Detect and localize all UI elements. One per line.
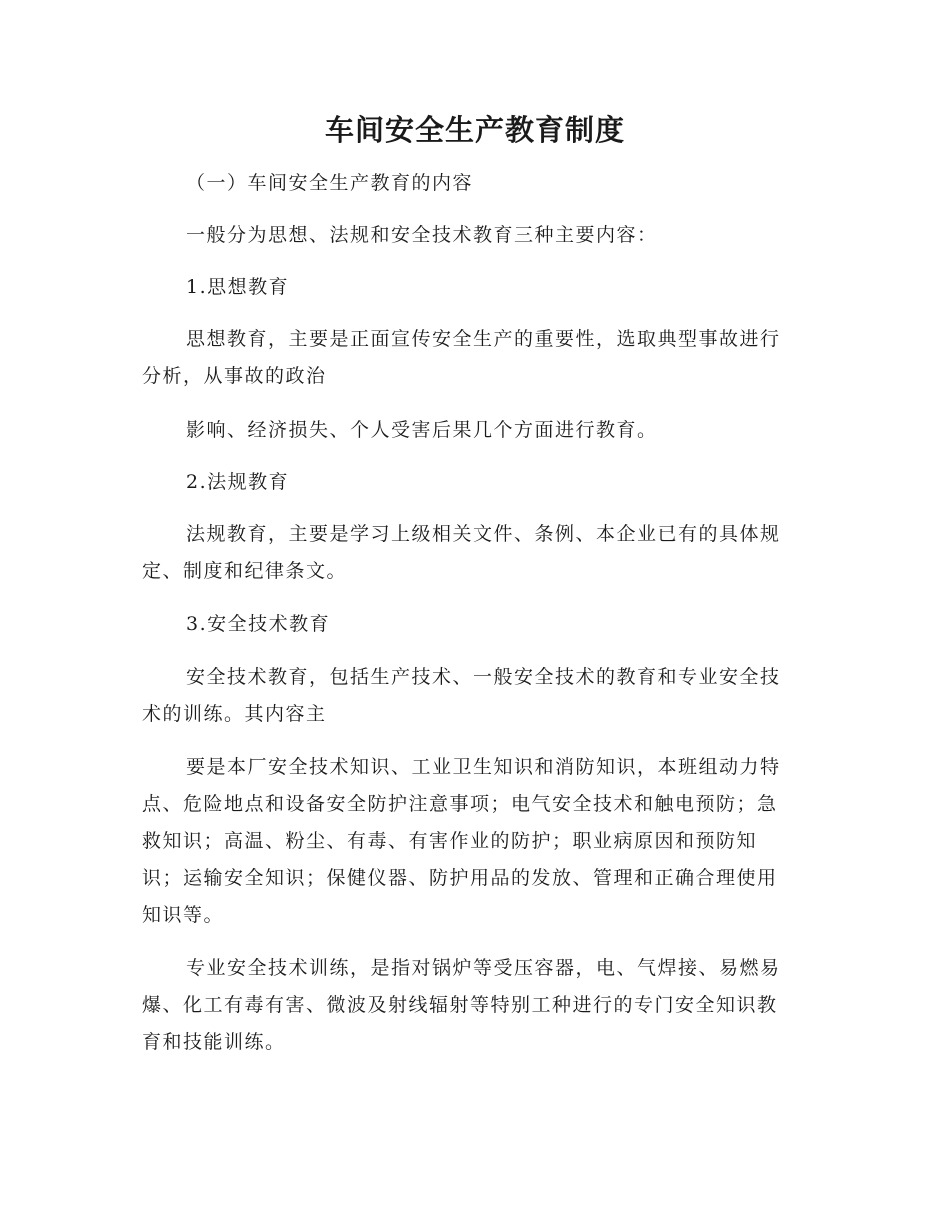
paragraph-ideology: 思想教育，主要是正面宣传安全生产的重要性，选取典型事故进行分析，从事故的政治 [142,328,781,387]
paragraph-ideology-cont: 影响、经济损失、个人受害后果几个方面进行教育。 [186,419,658,441]
paragraph-intro: 一般分为思想、法规和安全技术教育三种主要内容： [186,224,658,246]
paragraph-safety-tech-detail: 要是本厂安全技术知识、工业卫生知识和消防知识，本班组动力特点、危险地点和设备安全防护注意事项；电气安全技术和触电预防；急救知识；高温、粉尘、有毒、有害作业的防护；职业病原因和预防知识；运输安全知识；保健仪器、防护用品的发放、管理和正确合理使用知识等。 [142,756,781,926]
subheading-safety-tech: 3.安全技术教育 [186,613,331,635]
document-title: 车间安全生产教育制度 [324,113,625,147]
paragraph-regulations: 法规教育，主要是学习上级相关文件、条例、本企业已有的具体规定、制度和纪律条文。 [142,523,781,582]
paragraph-safety-tech: 安全技术教育，包括生产技术、一般安全技术的教育和专业安全技术的训练。其内容主 [142,666,781,725]
subheading-regulations: 2.法规教育 [186,471,290,493]
subheading-ideology: 1.思想教育 [186,276,290,298]
paragraph-special-training: 专业安全技术训练，是指对锅炉等受压容器，电、气焊接、易燃易爆、化工有毒有害、微波及射线辐射等特别工种进行的专门安全知识教育和技能训练。 [142,957,781,1053]
section-heading-content: （一）车间安全生产教育的内容 [186,172,474,194]
